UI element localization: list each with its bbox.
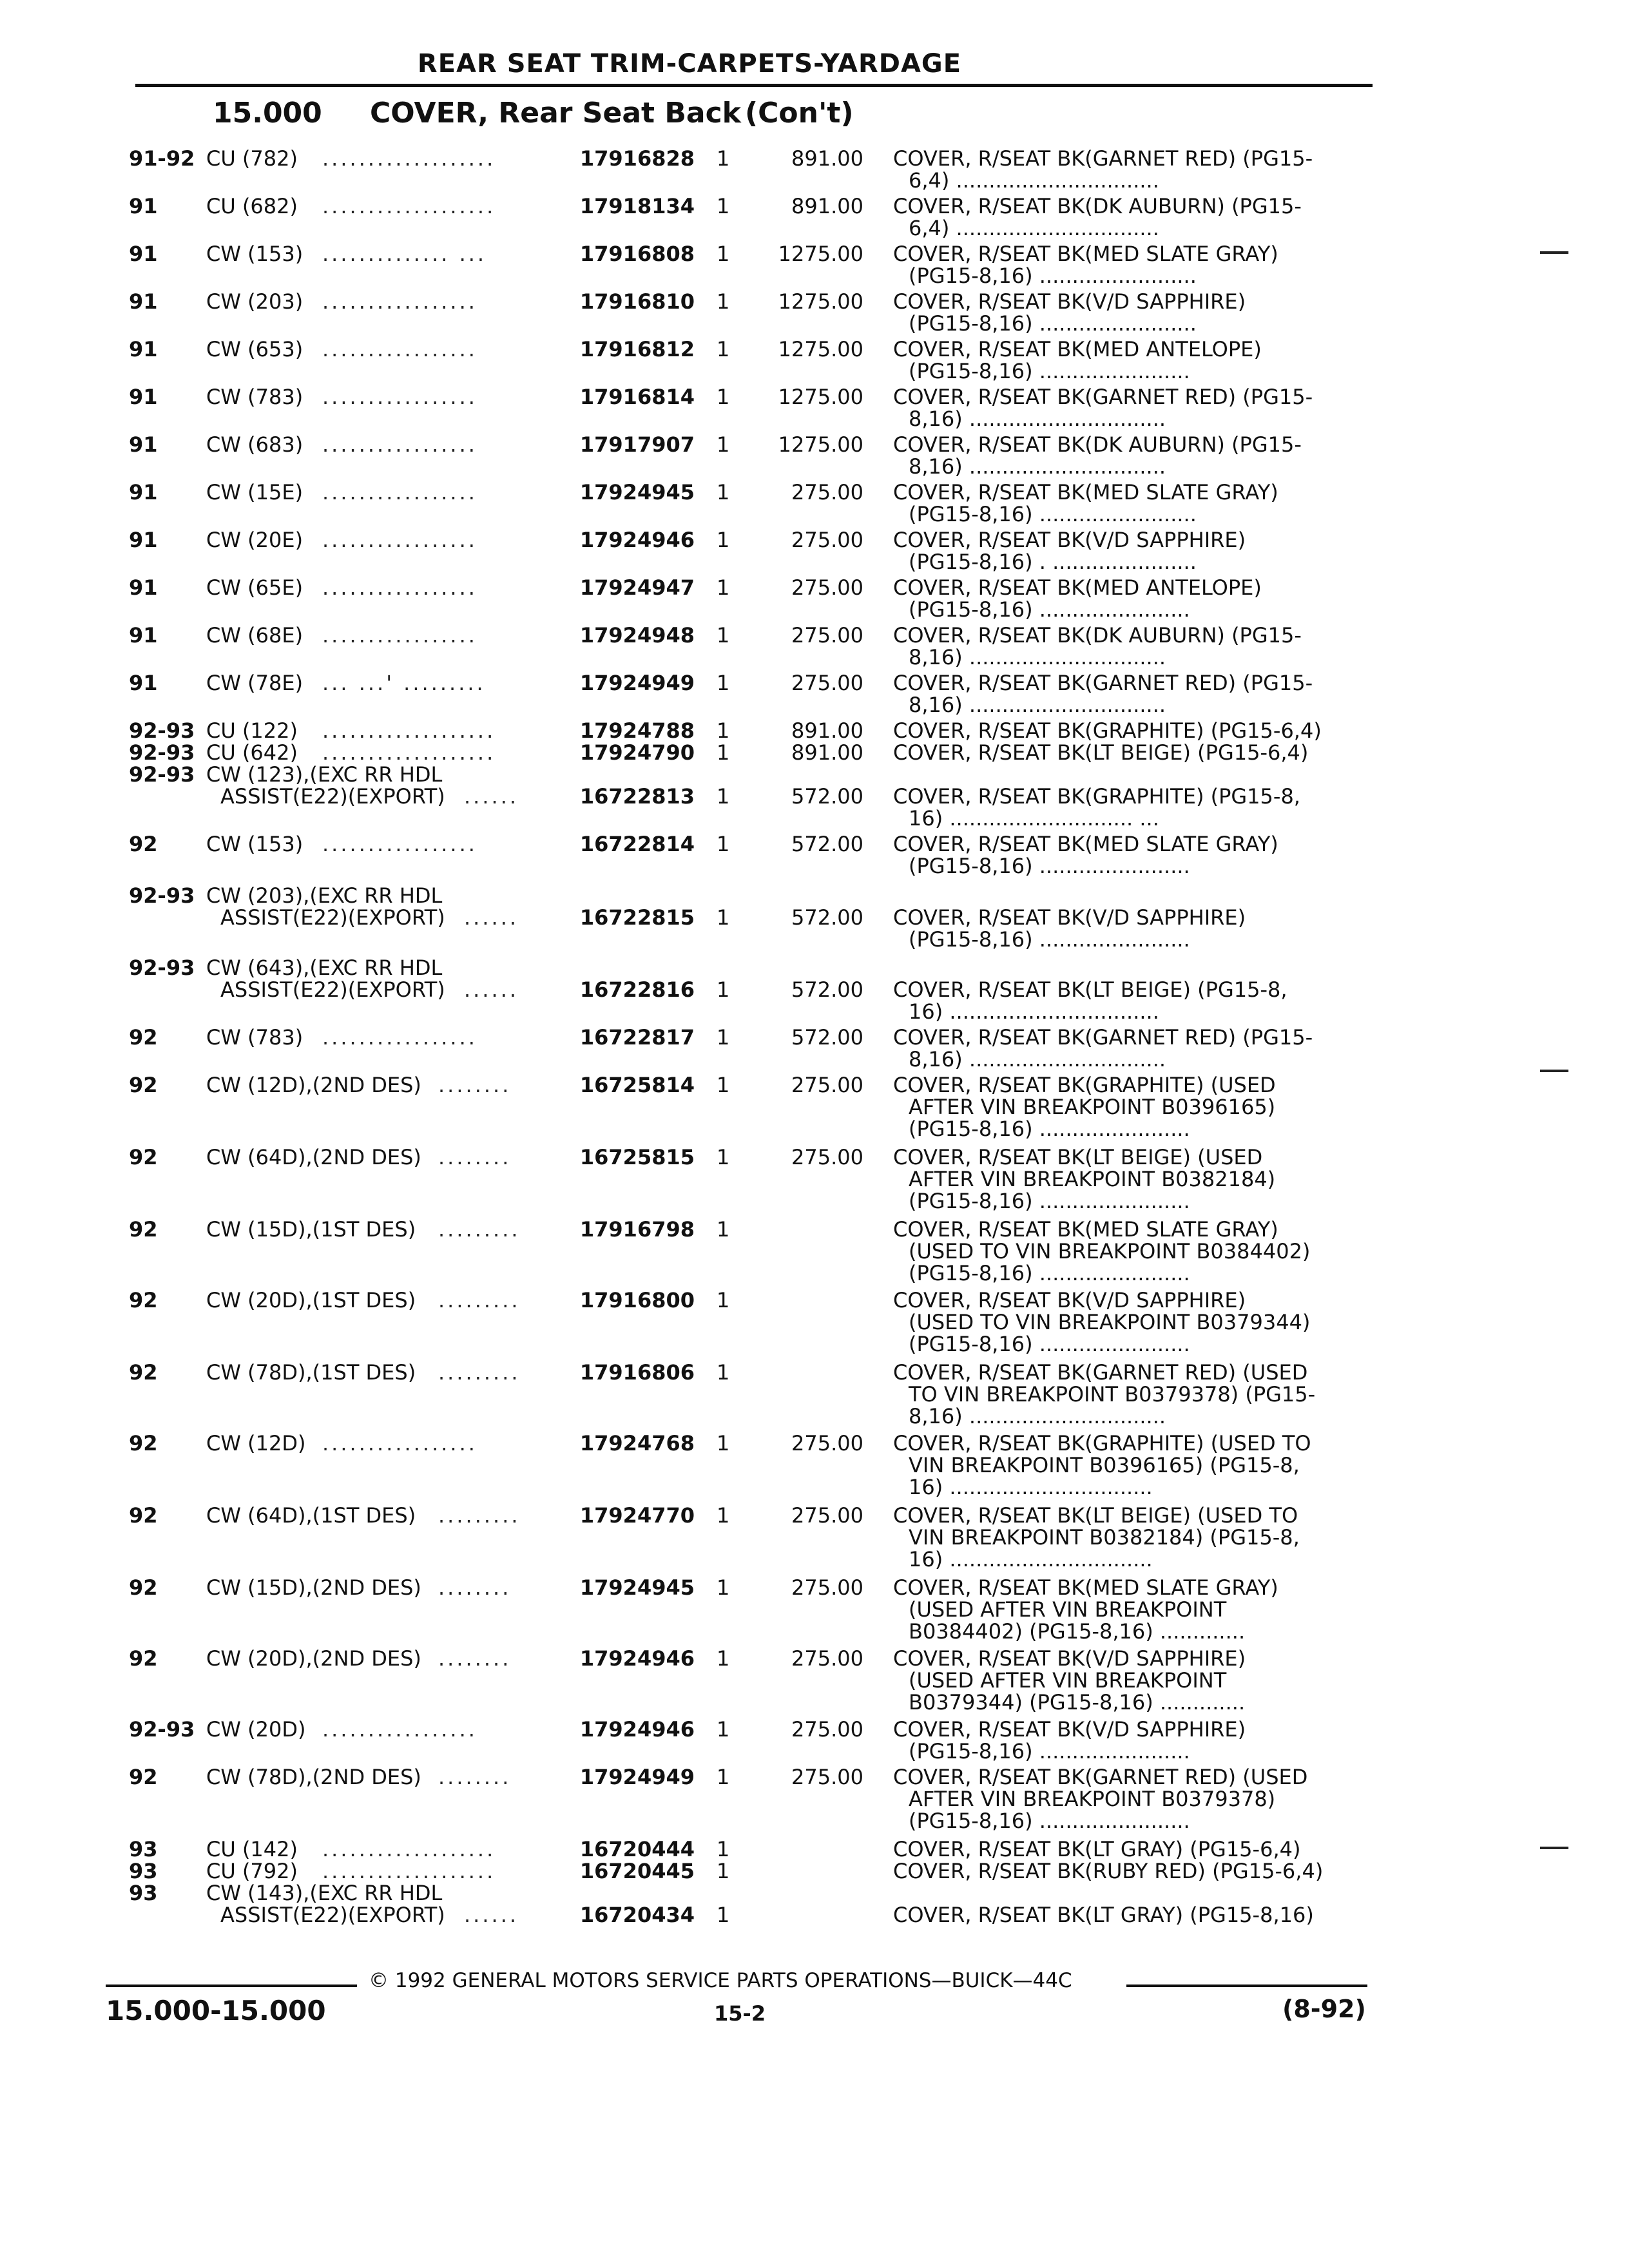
description-line: (USED AFTER VIN BREAKPOINT (909, 1597, 1227, 1622)
description-line: AFTER VIN BREAKPOINT B0379378) (909, 1787, 1276, 1811)
description-line: 6,4) ............................... (909, 168, 1159, 193)
quantity: 1 (717, 1717, 730, 1742)
dot-leader: ................... (322, 740, 496, 765)
description-line: COVER, R/SEAT BK(GARNET RED) (PG15- (893, 1025, 1313, 1050)
quantity: 1 (717, 1217, 730, 1242)
part-number: 17916806 (579, 1360, 695, 1385)
model-year: 91 (129, 242, 158, 266)
description-line: COVER, R/SEAT BK(LT BEIGE) (USED (893, 1145, 1263, 1169)
model-code: CW (20E) (206, 528, 304, 552)
price: 572.00 (791, 784, 863, 809)
description-line: 16) ............................... (909, 1547, 1153, 1571)
part-number: 16722815 (579, 905, 695, 930)
quantity: 1 (717, 1288, 730, 1312)
description-line: (PG15-8,16) ....................... (909, 1332, 1190, 1356)
part-number: 17924946 (579, 1717, 695, 1742)
model-code: CW (203),(EXC RR HDL (206, 883, 443, 908)
model-code: CW (15D),(2ND DES) (206, 1575, 421, 1600)
price: 275.00 (791, 1431, 863, 1456)
dot-leader: ................... (322, 1837, 496, 1861)
description-line: COVER, R/SEAT BK(MED SLATE GRAY) (893, 832, 1278, 856)
model-code: CW (783) (206, 385, 304, 409)
price: 275.00 (791, 1765, 863, 1789)
description-line: COVER, R/SEAT BK(MED SLATE GRAY) (893, 242, 1278, 266)
margin-tick (1540, 251, 1568, 254)
dot-leader: ................. (322, 1025, 477, 1050)
margin-tick (1540, 1070, 1568, 1072)
description-line: COVER, R/SEAT BK(GRAPHITE) (USED (893, 1073, 1276, 1097)
dot-leader: ........ (438, 1073, 512, 1097)
part-number: 17916812 (579, 337, 695, 361)
description-line: (PG15-8,16) ....................... (909, 1189, 1190, 1213)
description-line: COVER, R/SEAT BK(GARNET RED) (PG15- (893, 385, 1313, 409)
description-line: 8,16) .............................. (909, 1404, 1166, 1428)
dot-leader: ................. (322, 432, 477, 457)
dot-leader: ................. (322, 832, 477, 856)
model-year: 92 (129, 832, 158, 856)
model-code: ASSIST(E22)(EXPORT) (220, 1903, 445, 1927)
model-year: 91 (129, 194, 158, 218)
part-number: 17916798 (579, 1217, 695, 1242)
description-line: (USED AFTER VIN BREAKPOINT (909, 1668, 1227, 1693)
dot-leader: ................. (322, 528, 477, 552)
price: 275.00 (791, 575, 863, 600)
model-code: CW (12D),(2ND DES) (206, 1073, 421, 1097)
quantity: 1 (717, 623, 730, 648)
quantity: 1 (717, 718, 730, 743)
price: 891.00 (791, 146, 863, 171)
quantity: 1 (717, 740, 730, 765)
description-line: COVER, R/SEAT BK(GARNET RED) (PG15- (893, 671, 1313, 695)
price: 572.00 (791, 1025, 863, 1050)
description-line: COVER, R/SEAT BK(V/D SAPPHIRE) (893, 289, 1246, 314)
quantity: 1 (717, 1575, 730, 1600)
quantity: 1 (717, 1431, 730, 1456)
description-line: (PG15-8,16) ....................... (909, 359, 1190, 383)
part-number: 16720444 (579, 1837, 695, 1861)
model-year: 91 (129, 480, 158, 505)
description-line: COVER, R/SEAT BK(LT BEIGE) (PG15-8, (893, 977, 1287, 1002)
description-line: COVER, R/SEAT BK(MED SLATE GRAY) (893, 1217, 1278, 1242)
model-code: CW (123),(EXC RR HDL (206, 762, 443, 787)
description-line: COVER, R/SEAT BK(RUBY RED) (PG15-6,4) (893, 1859, 1324, 1883)
footer-page-number: 15-2 (714, 2001, 766, 2026)
quantity: 1 (717, 1859, 730, 1883)
model-code: CW (78E) (206, 671, 304, 695)
description-line: 8,16) .............................. (909, 645, 1166, 669)
model-year: 92 (129, 1765, 158, 1789)
description-line: COVER, R/SEAT BK(V/D SAPPHIRE) (893, 1646, 1246, 1671)
description-line: COVER, R/SEAT BK(V/D SAPPHIRE) (893, 1288, 1246, 1312)
model-code: CW (203) (206, 289, 304, 314)
model-year: 91 (129, 385, 158, 409)
quantity: 1 (717, 1145, 730, 1169)
description-line: (PG15-8,16) ....................... (909, 1739, 1190, 1763)
description-line: COVER, R/SEAT BK(LT BEIGE) (PG15-6,4) (893, 740, 1309, 765)
quantity: 1 (717, 480, 730, 505)
part-number: 17924949 (579, 1765, 695, 1789)
price: 1275.00 (778, 337, 863, 361)
model-code: CW (20D) (206, 1717, 306, 1742)
dot-leader: ......... (438, 1503, 521, 1528)
quantity: 1 (717, 242, 730, 266)
part-number: 17924946 (579, 1646, 695, 1671)
description-line: COVER, R/SEAT BK(MED SLATE GRAY) (893, 480, 1278, 505)
model-code: CW (653) (206, 337, 304, 361)
footer-date: (8-92) (1282, 1995, 1366, 2023)
model-code: CW (20D),(2ND DES) (206, 1646, 421, 1671)
price: 275.00 (791, 528, 863, 552)
dot-leader: ................. (322, 575, 477, 600)
dot-leader: ................. (322, 1431, 477, 1456)
model-code: CW (64D),(2ND DES) (206, 1145, 421, 1169)
description-line: COVER, R/SEAT BK(LT GRAY) (PG15-8,16) (893, 1903, 1314, 1927)
model-year: 91 (129, 671, 158, 695)
model-year: 91 (129, 528, 158, 552)
part-number: 17924948 (579, 623, 695, 648)
part-number: 17916808 (579, 242, 695, 266)
description-line: COVER, R/SEAT BK(GARNET RED) (PG15- (893, 146, 1313, 171)
description-line: 16) ............................... (909, 1475, 1153, 1499)
part-number: 16720434 (579, 1903, 695, 1927)
price: 275.00 (791, 623, 863, 648)
dot-leader: ...... (464, 784, 519, 809)
dot-leader: ................. (322, 385, 477, 409)
model-year: 93 (129, 1837, 158, 1861)
description-line: COVER, R/SEAT BK(V/D SAPPHIRE) (893, 1717, 1246, 1742)
model-code: ASSIST(E22)(EXPORT) (220, 977, 445, 1002)
model-code: ASSIST(E22)(EXPORT) (220, 784, 445, 809)
model-code: CU (142) (206, 1837, 298, 1861)
page-header-title: REAR SEAT TRIM-CARPETS-YARDAGE (417, 49, 962, 79)
description-line: (PG15-8,16) ....................... (909, 854, 1190, 878)
model-year: 92-93 (129, 956, 195, 980)
price: 891.00 (791, 718, 863, 743)
section-number: 15.000 (213, 97, 322, 130)
model-code: CW (643),(EXC RR HDL (206, 956, 443, 980)
model-year: 92 (129, 1360, 158, 1385)
description-line: 6,4) ............................... (909, 216, 1159, 240)
description-line: 16) ............................ ... (909, 806, 1159, 831)
model-code: CW (65E) (206, 575, 304, 600)
model-year: 91 (129, 337, 158, 361)
description-line: 8,16) .............................. (909, 1047, 1166, 1072)
price: 275.00 (791, 1503, 863, 1528)
description-line: COVER, R/SEAT BK(LT BEIGE) (USED TO (893, 1503, 1298, 1528)
model-code: CW (64D),(1ST DES) (206, 1503, 416, 1528)
section-name: COVER, Rear Seat Back (370, 97, 741, 130)
part-number: 17924947 (579, 575, 695, 600)
price: 275.00 (791, 1646, 863, 1671)
description-line: (PG15-8,16) ........................ (909, 311, 1197, 336)
model-code: CW (78D),(1ST DES) (206, 1360, 416, 1385)
part-number: 16722813 (579, 784, 695, 809)
description-line: (PG15-8,16) . ...................... (909, 550, 1197, 574)
model-year: 92-93 (129, 883, 195, 908)
model-code: CW (15D),(1ST DES) (206, 1217, 416, 1242)
model-year: 92 (129, 1646, 158, 1671)
footer-section-range: 15.000-15.000 (106, 1995, 326, 2026)
model-year: 91 (129, 575, 158, 600)
model-code: CW (68E) (206, 623, 304, 648)
description-line: COVER, R/SEAT BK(DK AUBURN) (PG15- (893, 194, 1302, 218)
dot-leader: ...... (464, 977, 519, 1002)
part-number: 16725814 (579, 1073, 695, 1097)
model-year: 92 (129, 1025, 158, 1050)
price: 275.00 (791, 1073, 863, 1097)
price: 572.00 (791, 832, 863, 856)
description-line: COVER, R/SEAT BK(DK AUBURN) (PG15- (893, 432, 1302, 457)
quantity: 1 (717, 977, 730, 1002)
description-line: COVER, R/SEAT BK(MED SLATE GRAY) (893, 1575, 1278, 1600)
model-code: ASSIST(E22)(EXPORT) (220, 905, 445, 930)
price: 572.00 (791, 977, 863, 1002)
quantity: 1 (717, 1073, 730, 1097)
dot-leader: ... ...' ......... (322, 671, 486, 695)
description-line: B0384402) (PG15-8,16) ............. (909, 1619, 1246, 1644)
quantity: 1 (717, 337, 730, 361)
quantity: 1 (717, 1903, 730, 1927)
price: 275.00 (791, 1717, 863, 1742)
dot-leader: ................... (322, 146, 496, 171)
quantity: 1 (717, 432, 730, 457)
model-code: CU (682) (206, 194, 298, 218)
description-line: (PG15-8,16) ........................ (909, 264, 1197, 288)
quantity: 1 (717, 905, 730, 930)
part-number: 16722816 (579, 977, 695, 1002)
model-year: 91 (129, 623, 158, 648)
model-code: CW (153) (206, 242, 304, 266)
description-line: AFTER VIN BREAKPOINT B0382184) (909, 1167, 1276, 1191)
part-number: 17916814 (579, 385, 695, 409)
description-line: 16) ................................ (909, 999, 1159, 1024)
dot-leader: ................... (322, 1859, 496, 1883)
model-year: 91-92 (129, 146, 195, 171)
header-rule (135, 84, 1373, 87)
dot-leader: ........ (438, 1646, 512, 1671)
model-code: CW (153) (206, 832, 304, 856)
model-code: CU (792) (206, 1859, 298, 1883)
part-number: 17916800 (579, 1288, 695, 1312)
dot-leader: ................. (322, 337, 477, 361)
margin-tick (1540, 1847, 1568, 1849)
quantity: 1 (717, 1765, 730, 1789)
model-code: CU (642) (206, 740, 298, 765)
model-year: 92-93 (129, 762, 195, 787)
model-year: 91 (129, 289, 158, 314)
quantity: 1 (717, 784, 730, 809)
dot-leader: ........ (438, 1575, 512, 1600)
price: 1275.00 (778, 242, 863, 266)
quantity: 1 (717, 832, 730, 856)
part-number: 17916810 (579, 289, 695, 314)
description-line: COVER, R/SEAT BK(GRAPHITE) (PG15-6,4) (893, 718, 1322, 743)
footer-rule-right (1126, 1984, 1367, 1987)
part-number: 17924770 (579, 1503, 695, 1528)
part-number: 17924768 (579, 1431, 695, 1456)
part-number: 17924946 (579, 528, 695, 552)
description-line: COVER, R/SEAT BK(GRAPHITE) (USED TO (893, 1431, 1311, 1456)
model-year: 92 (129, 1073, 158, 1097)
model-code: CW (15E) (206, 480, 304, 505)
model-year: 91 (129, 432, 158, 457)
footer-rule-left (106, 1984, 357, 1987)
part-number: 17918134 (579, 194, 695, 218)
model-code: CW (143),(EXC RR HDL (206, 1881, 443, 1905)
part-number: 17924949 (579, 671, 695, 695)
dot-leader: ................. (322, 1717, 477, 1742)
price: 1275.00 (778, 432, 863, 457)
model-code: CW (20D),(1ST DES) (206, 1288, 416, 1312)
model-year: 92 (129, 1503, 158, 1528)
quantity: 1 (717, 671, 730, 695)
part-number: 17917907 (579, 432, 695, 457)
description-line: COVER, R/SEAT BK(GRAPHITE) (PG15-8, (893, 784, 1300, 809)
description-line: COVER, R/SEAT BK(LT GRAY) (PG15-6,4) (893, 1837, 1301, 1861)
quantity: 1 (717, 1646, 730, 1671)
description-line: COVER, R/SEAT BK(GARNET RED) (USED (893, 1765, 1308, 1789)
model-year: 92 (129, 1145, 158, 1169)
price: 275.00 (791, 671, 863, 695)
dot-leader: .............. ... (322, 242, 487, 266)
model-year: 92-93 (129, 740, 195, 765)
part-number: 17924945 (579, 480, 695, 505)
quantity: 1 (717, 146, 730, 171)
description-line: B0379344) (PG15-8,16) ............. (909, 1690, 1246, 1715)
price: 891.00 (791, 740, 863, 765)
dot-leader: ...... (464, 1903, 519, 1927)
model-year: 92 (129, 1431, 158, 1456)
price: 275.00 (791, 1145, 863, 1169)
model-year: 93 (129, 1859, 158, 1883)
description-line: (PG15-8,16) ....................... (909, 1809, 1190, 1833)
price: 1275.00 (778, 289, 863, 314)
part-number: 17924788 (579, 718, 695, 743)
part-number: 17924790 (579, 740, 695, 765)
dot-leader: ................. (322, 480, 477, 505)
model-code: CW (12D) (206, 1431, 306, 1456)
model-code: CU (782) (206, 146, 298, 171)
footer-copyright: © 1992 GENERAL MOTORS SERVICE PARTS OPERATIONS—BUICK—44C (369, 1969, 1072, 1992)
description-line: COVER, R/SEAT BK(V/D SAPPHIRE) (893, 528, 1246, 552)
price: 572.00 (791, 905, 863, 930)
quantity: 1 (717, 289, 730, 314)
model-code: CU (122) (206, 718, 298, 743)
model-year: 92 (129, 1217, 158, 1242)
model-code: CW (683) (206, 432, 304, 457)
description-line: 8,16) .............................. (909, 693, 1166, 717)
part-number: 16725815 (579, 1145, 695, 1169)
model-year: 92 (129, 1288, 158, 1312)
dot-leader: ......... (438, 1360, 521, 1385)
price: 275.00 (791, 1575, 863, 1600)
description-line: COVER, R/SEAT BK(V/D SAPPHIRE) (893, 905, 1246, 930)
dot-leader: ................... (322, 718, 496, 743)
model-code: CW (78D),(2ND DES) (206, 1765, 421, 1789)
model-year: 92-93 (129, 1717, 195, 1742)
quantity: 1 (717, 194, 730, 218)
model-year: 92 (129, 1575, 158, 1600)
quantity: 1 (717, 385, 730, 409)
description-line: COVER, R/SEAT BK(GARNET RED) (USED (893, 1360, 1308, 1385)
section-continued: (Con't) (745, 97, 854, 130)
description-line: 8,16) .............................. (909, 454, 1166, 479)
model-year: 93 (129, 1881, 158, 1905)
quantity: 1 (717, 575, 730, 600)
description-line: COVER, R/SEAT BK(MED ANTELOPE) (893, 575, 1262, 600)
description-line: COVER, R/SEAT BK(DK AUBURN) (PG15- (893, 623, 1302, 648)
description-line: 8,16) .............................. (909, 407, 1166, 431)
price: 275.00 (791, 480, 863, 505)
dot-leader: ........ (438, 1765, 512, 1789)
model-code: CW (783) (206, 1025, 304, 1050)
quantity: 1 (717, 1503, 730, 1528)
description-line: VIN BREAKPOINT B0382184) (PG15-8, (909, 1525, 1300, 1550)
dot-leader: ........ (438, 1145, 512, 1169)
description-line: (USED TO VIN BREAKPOINT B0384402) (909, 1239, 1311, 1264)
part-number: 17924945 (579, 1575, 695, 1600)
part-number: 16722814 (579, 832, 695, 856)
quantity: 1 (717, 1837, 730, 1861)
quantity: 1 (717, 528, 730, 552)
description-line: VIN BREAKPOINT B0396165) (PG15-8, (909, 1453, 1300, 1477)
description-line: (PG15-8,16) ....................... (909, 1261, 1190, 1285)
description-line: COVER, R/SEAT BK(MED ANTELOPE) (893, 337, 1262, 361)
description-line: (USED TO VIN BREAKPOINT B0379344) (909, 1310, 1311, 1334)
dot-leader: ......... (438, 1288, 521, 1312)
quantity: 1 (717, 1360, 730, 1385)
description-line: TO VIN BREAKPOINT B0379378) (PG15- (909, 1382, 1316, 1407)
description-line: (PG15-8,16) ........................ (909, 502, 1197, 526)
price: 891.00 (791, 194, 863, 218)
quantity: 1 (717, 1025, 730, 1050)
price: 1275.00 (778, 385, 863, 409)
dot-leader: ...... (464, 905, 519, 930)
description-line: (PG15-8,16) ....................... (909, 927, 1190, 952)
part-number: 16720445 (579, 1859, 695, 1883)
description-line: (PG15-8,16) ....................... (909, 597, 1190, 622)
dot-leader: ................... (322, 194, 496, 218)
description-line: (PG15-8,16) ....................... (909, 1117, 1190, 1141)
model-year: 92-93 (129, 718, 195, 743)
dot-leader: ......... (438, 1217, 521, 1242)
part-number: 17916828 (579, 146, 695, 171)
dot-leader: ................. (322, 289, 477, 314)
description-line: AFTER VIN BREAKPOINT B0396165) (909, 1095, 1276, 1119)
part-number: 16722817 (579, 1025, 695, 1050)
dot-leader: ................. (322, 623, 477, 648)
